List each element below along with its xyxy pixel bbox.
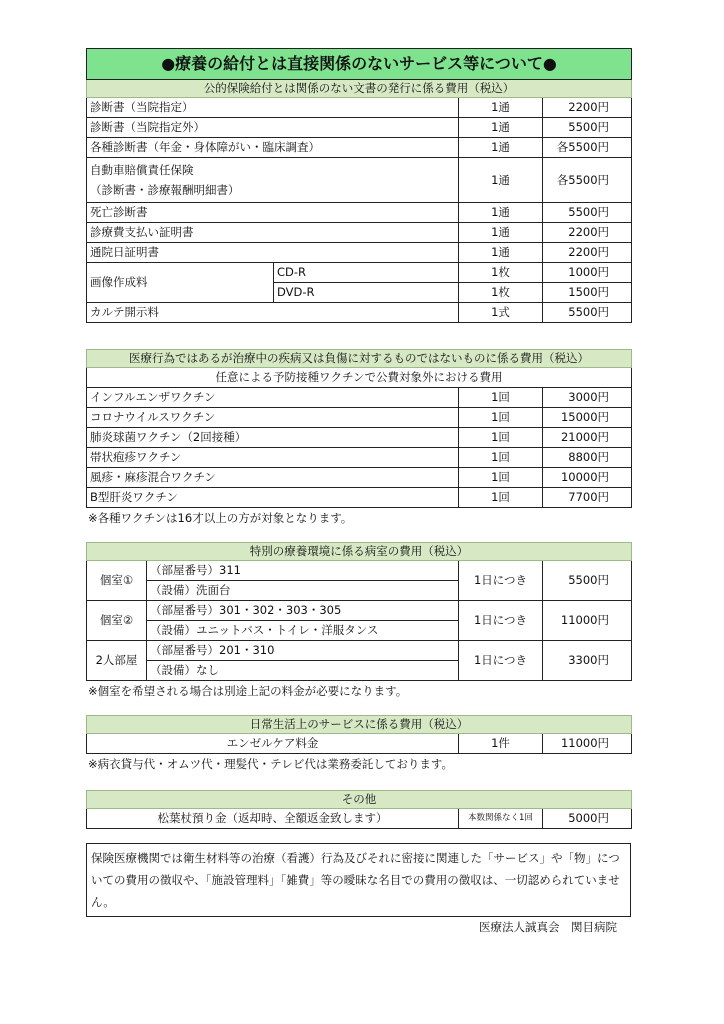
room-numbers: （部屋番号）201・310 [147,641,459,661]
section2-header: 医療行為ではあるが治療中の疾病又は負傷に対するものではないものに係る費用（税込） [87,350,632,368]
item-qty: 1回 [459,448,543,468]
vaccine-note: ※各種ワクチンは16才以上の方が対象となります。 [88,511,353,525]
vaccine-name: コロナウイルスワクチン [87,408,459,428]
room-type: 2人部屋 [87,641,147,681]
table-row [87,98,632,118]
item-qty: 1通 [459,243,543,263]
room-equipment: （設備）洗面台 [147,581,459,601]
room-equipment: （設備）ユニットバス・トイレ・洋服タンス [147,621,459,641]
room-price: 3300円 [543,641,632,681]
item-name-multiline [87,158,459,203]
item-price: 5500円 [543,303,632,323]
table-row [87,448,632,468]
item-price: 5500円 [543,203,632,223]
table-row [87,488,632,508]
item-qty: 1回 [459,388,543,408]
item-qty: 1通 [459,203,543,223]
item-price: 10000円 [543,468,632,488]
item-qty: 1通 [459,223,543,243]
room-note: ※個室を希望される場合は別途上記の料金が必要になります。 [88,684,408,698]
table-row [87,138,632,158]
hospital-signature: 医療法人誠真会 関目病院 [479,920,617,934]
image-fee-name: 画像作成料 [87,263,274,303]
section4-header: 日常生活上のサービスに係る費用（税込） [87,716,632,734]
item-qty: 1回 [459,468,543,488]
table-row [87,468,632,488]
item-price: 5000円 [543,809,632,829]
item-qty: 1回 [459,408,543,428]
item-qty: 1枚 [459,283,543,303]
service-note: ※病衣貸与代・オムツ代・理髪代・テレビ代は業務委託しております。 [88,757,453,771]
section2-table [86,349,632,508]
item-price: 7700円 [543,488,632,508]
item-price: 11000円 [543,734,632,754]
fee-notice-page [86,48,631,937]
item-name-line1: 自動車賠償責任保険 [90,163,194,177]
item-qty: 1通 [459,98,543,118]
table-row [87,203,632,223]
item-price: 1000円 [543,263,632,283]
section1-header: 公的保険給付とは関係のない文書の発行に係る費用（税込） [87,80,632,98]
item-price: 15000円 [543,408,632,428]
closing-statement: 保険医療機関では衛生材料等の治療（看護）行為及びそれに密接に関連した「サービス」や「物」についての費用の徴収や、「施設管理料」「雑費」等の曖昧な名目での費用の徴収は、一切認められていません。 [86,843,631,917]
item-price: 5500円 [543,118,632,138]
room-price: 5500円 [543,561,632,601]
item-price: 各5500円 [543,158,632,203]
item-name: 死亡診断書 [87,203,459,223]
item-name: 通院日証明書 [87,243,459,263]
item-name: 診療費支払い証明書 [87,223,459,243]
section3-table [86,542,632,681]
other-name: 松葉杖預り金（返却時、全額返金致します） [87,809,459,829]
table-row [87,263,632,283]
item-qty: 1件 [459,734,543,754]
table-row [87,303,632,323]
item-price: 2200円 [543,243,632,263]
item-price: 21000円 [543,428,632,448]
item-qty: 1枚 [459,263,543,283]
table-row [87,428,632,448]
item-price: 2200円 [543,98,632,118]
item-name: 診断書（当院指定外） [87,118,459,138]
table-row [87,408,632,428]
item-qty: 1回 [459,428,543,448]
item-name: 各種診断書（年金・身体障がい・臨床調査） [87,138,459,158]
table-row [87,734,632,754]
vaccine-name: 肺炎球菌ワクチン（2回接種） [87,428,459,448]
room-price: 11000円 [543,601,632,641]
item-name-line2: （診断書・診療報酬明細書） [90,183,240,197]
table-row [87,158,632,203]
image-media: DVD-R [274,283,459,303]
room-unit: 1日につき [459,601,543,641]
item-price: 8800円 [543,448,632,468]
item-qty: 1通 [459,158,543,203]
item-qty: 1通 [459,138,543,158]
section1-table [86,48,632,323]
vaccine-name: インフルエンザワクチン [87,388,459,408]
room-unit: 1日につき [459,561,543,601]
room-numbers: （部屋番号）311 [147,561,459,581]
table-row [87,601,632,621]
table-row [87,243,632,263]
vaccine-name: 風疹・麻疹混合ワクチン [87,468,459,488]
page-title: ●療養の給付とは直接関係のないサービス等について● [87,49,632,80]
item-qty: 本数関係なく1回 [459,809,543,829]
room-unit: 1日につき [459,641,543,681]
room-type: 個室② [87,601,147,641]
section5-table [86,790,632,829]
table-row [87,561,632,581]
item-price: 1500円 [543,283,632,303]
item-name: 診断書（当院指定） [87,98,459,118]
table-row [87,809,632,829]
image-media: CD-R [274,263,459,283]
vaccine-name: 帯状疱疹ワクチン [87,448,459,468]
room-type: 個室① [87,561,147,601]
service-name: エンゼルケア料金 [87,734,459,754]
section3-header: 特別の療養環境に係る病室の費用（税込） [87,543,632,561]
table-row [87,223,632,243]
item-qty: 1回 [459,488,543,508]
item-price: 3000円 [543,388,632,408]
table-row [87,641,632,661]
item-price: 2200円 [543,223,632,243]
item-price: 各5500円 [543,138,632,158]
item-name: カルテ開示料 [87,303,459,323]
item-qty: 1通 [459,118,543,138]
item-qty: 1式 [459,303,543,323]
room-equipment: （設備）なし [147,661,459,681]
room-numbers: （部屋番号）301・302・303・305 [147,601,459,621]
section4-table [86,715,632,754]
vaccine-name: B型肝炎ワクチン [87,488,459,508]
section2-subheader: 任意による予防接種ワクチンで公費対象外における費用 [87,368,632,388]
table-row [87,388,632,408]
table-row [87,118,632,138]
section5-header: その他 [87,791,632,809]
